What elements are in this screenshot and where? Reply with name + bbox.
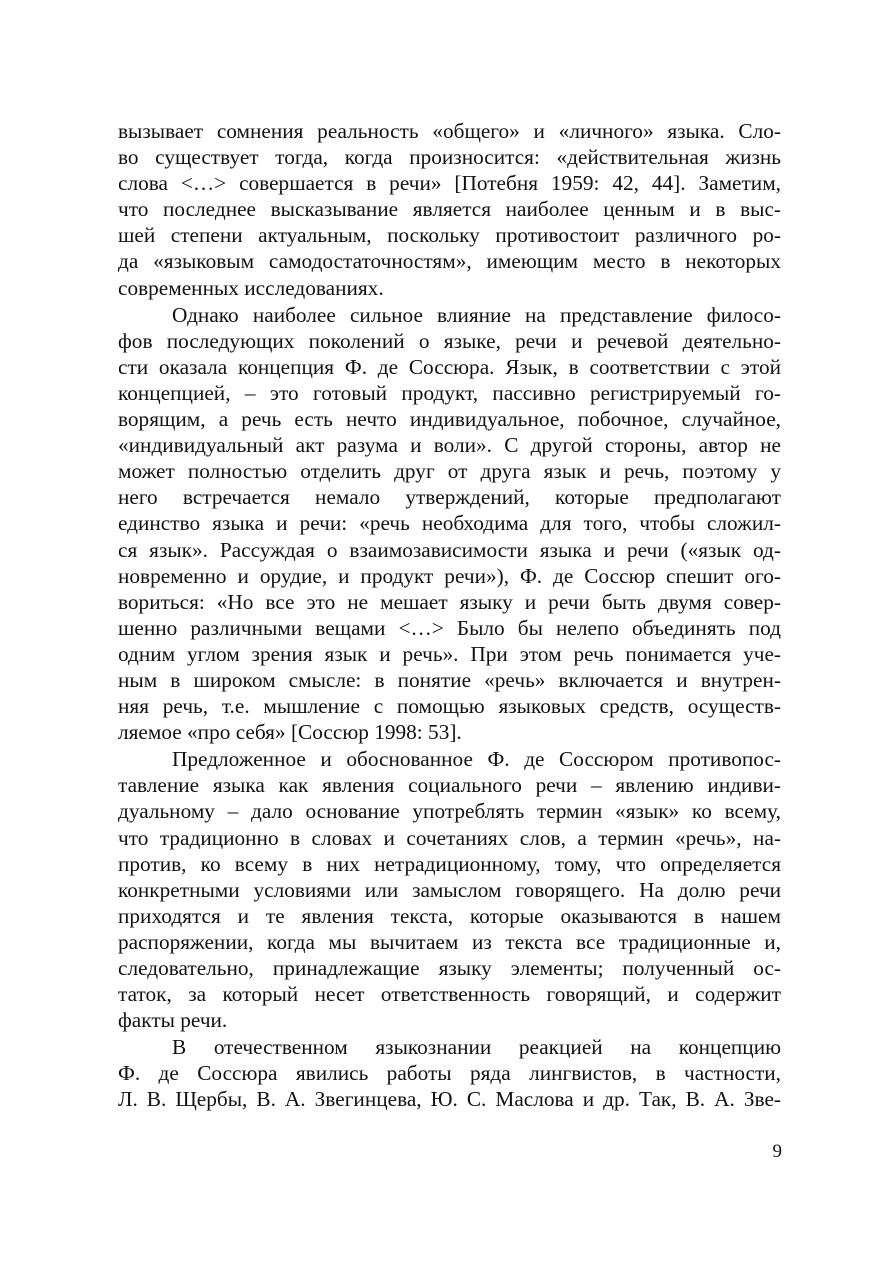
text-line: конкретными условиями или замыслом говорящего. На долю речи	[118, 877, 781, 902]
text-line: современных исследованиях.	[118, 275, 384, 300]
text-line: распоряжении, когда мы вычитаем из текста все традиционные и,	[118, 929, 781, 954]
page-body	[118, 118, 781, 1113]
text-line: ляемое «про себя» [Соссюр 1998: 53].	[118, 720, 462, 745]
text-line: Л. В. Щербы, В. А. Звегинцева, Ю. С. Маслова и др. Так, В. А. Зве-	[118, 1087, 781, 1112]
text-line: концепцией, – это готовый продукт, пассивно регистрируемый го-	[118, 380, 781, 405]
paragraph	[118, 302, 781, 746]
text-line: тавление языка как явления социального речи – явлению индиви-	[118, 773, 781, 798]
text-line: Ф. де Соссюра явились работы ряда лингвистов, в частности,	[118, 1061, 781, 1086]
text-line: таток, за который несет ответственность говорящий, и содержит	[118, 982, 781, 1007]
text-line: Однако наиболее сильное влияние на представление филосо-	[172, 302, 781, 327]
text-line: приходятся и те явления текста, которые оказываются в нашем	[118, 903, 781, 928]
text-line: единство языка и речи: «речь необходима для того, чтобы сложил-	[118, 511, 781, 536]
text-line: него встречается немало утверждений, которые предполагают	[118, 485, 781, 510]
text-line: факты речи.	[118, 1008, 228, 1033]
text-line: следовательно, принадлежащие языку элементы; полученный ос-	[118, 956, 781, 980]
text-line: дуальному – дало основание употреблять термин «язык» ко всему,	[118, 799, 781, 824]
text-line: слова <…> совершается в речи» [Потебня 1959: 42, 44]. Заметим,	[118, 171, 781, 196]
text-line: ворящим, а речь есть нечто индивидуальное, побочное, случайное,	[118, 407, 781, 432]
text-line: новременно и орудие, и продукт речи»), Ф. де Соссюр спешит ого-	[118, 563, 781, 588]
page-number: 9	[772, 1141, 782, 1162]
text-line: няя речь, т.е. мышление с помощью языковых средств, осуществ-	[118, 694, 781, 719]
text-line: во существует тогда, когда произносится: «действительная жизнь	[118, 145, 781, 170]
paragraph	[118, 118, 781, 301]
text-line: шенно различными вещами <…> Было бы нелепо объединять под	[118, 615, 781, 640]
text-line: против, ко всему в них нетрадиционному, тому, что определяется	[118, 851, 781, 876]
text-line: шей степени актуальным, поскольку противостоит различного ро-	[118, 223, 781, 248]
paragraph	[118, 746, 781, 1033]
text-line: одним углом зрения язык и речь». При этом речь понимается уче-	[118, 641, 781, 666]
text-line: ным в широком смысле: в понятие «речь» включается и внутрен-	[118, 667, 781, 692]
text-line: В отечественном языкознании реакцией на концепцию	[172, 1035, 781, 1060]
text-line: что последнее высказывание является наиболее ценным и в выс-	[118, 197, 781, 222]
text-line: да «языковым самодостаточностям», имеющим место в некоторых	[118, 249, 781, 274]
text-line: вызывает сомнения реальность «общего» и «личного» языка. Сло-	[118, 119, 781, 143]
text-line: фов последующих поколений о языке, речи и речевой деятельно-	[118, 328, 781, 353]
text-line: что традиционно в словах и сочетаниях слов, а термин «речь», на-	[118, 825, 781, 850]
text-line: вориться: «Но все это не мешает языку и речи быть двумя совер-	[118, 589, 781, 614]
text-line: ся язык». Рассуждая о взаимозависимости языка и речи («язык од-	[118, 537, 781, 562]
text-line: сти оказала концепция Ф. де Соссюра. Язык, в соответствии с этой	[118, 354, 781, 379]
text-line: Предложенное и обоснованное Ф. де Соссюром противопос-	[172, 747, 781, 772]
text-line: «индивидуальный акт разума и воли». С другой стороны, автор не	[118, 433, 781, 458]
text-line: может полностью отделить друг от друга язык и речь, поэтому у	[118, 459, 781, 484]
paragraph	[118, 1034, 781, 1112]
